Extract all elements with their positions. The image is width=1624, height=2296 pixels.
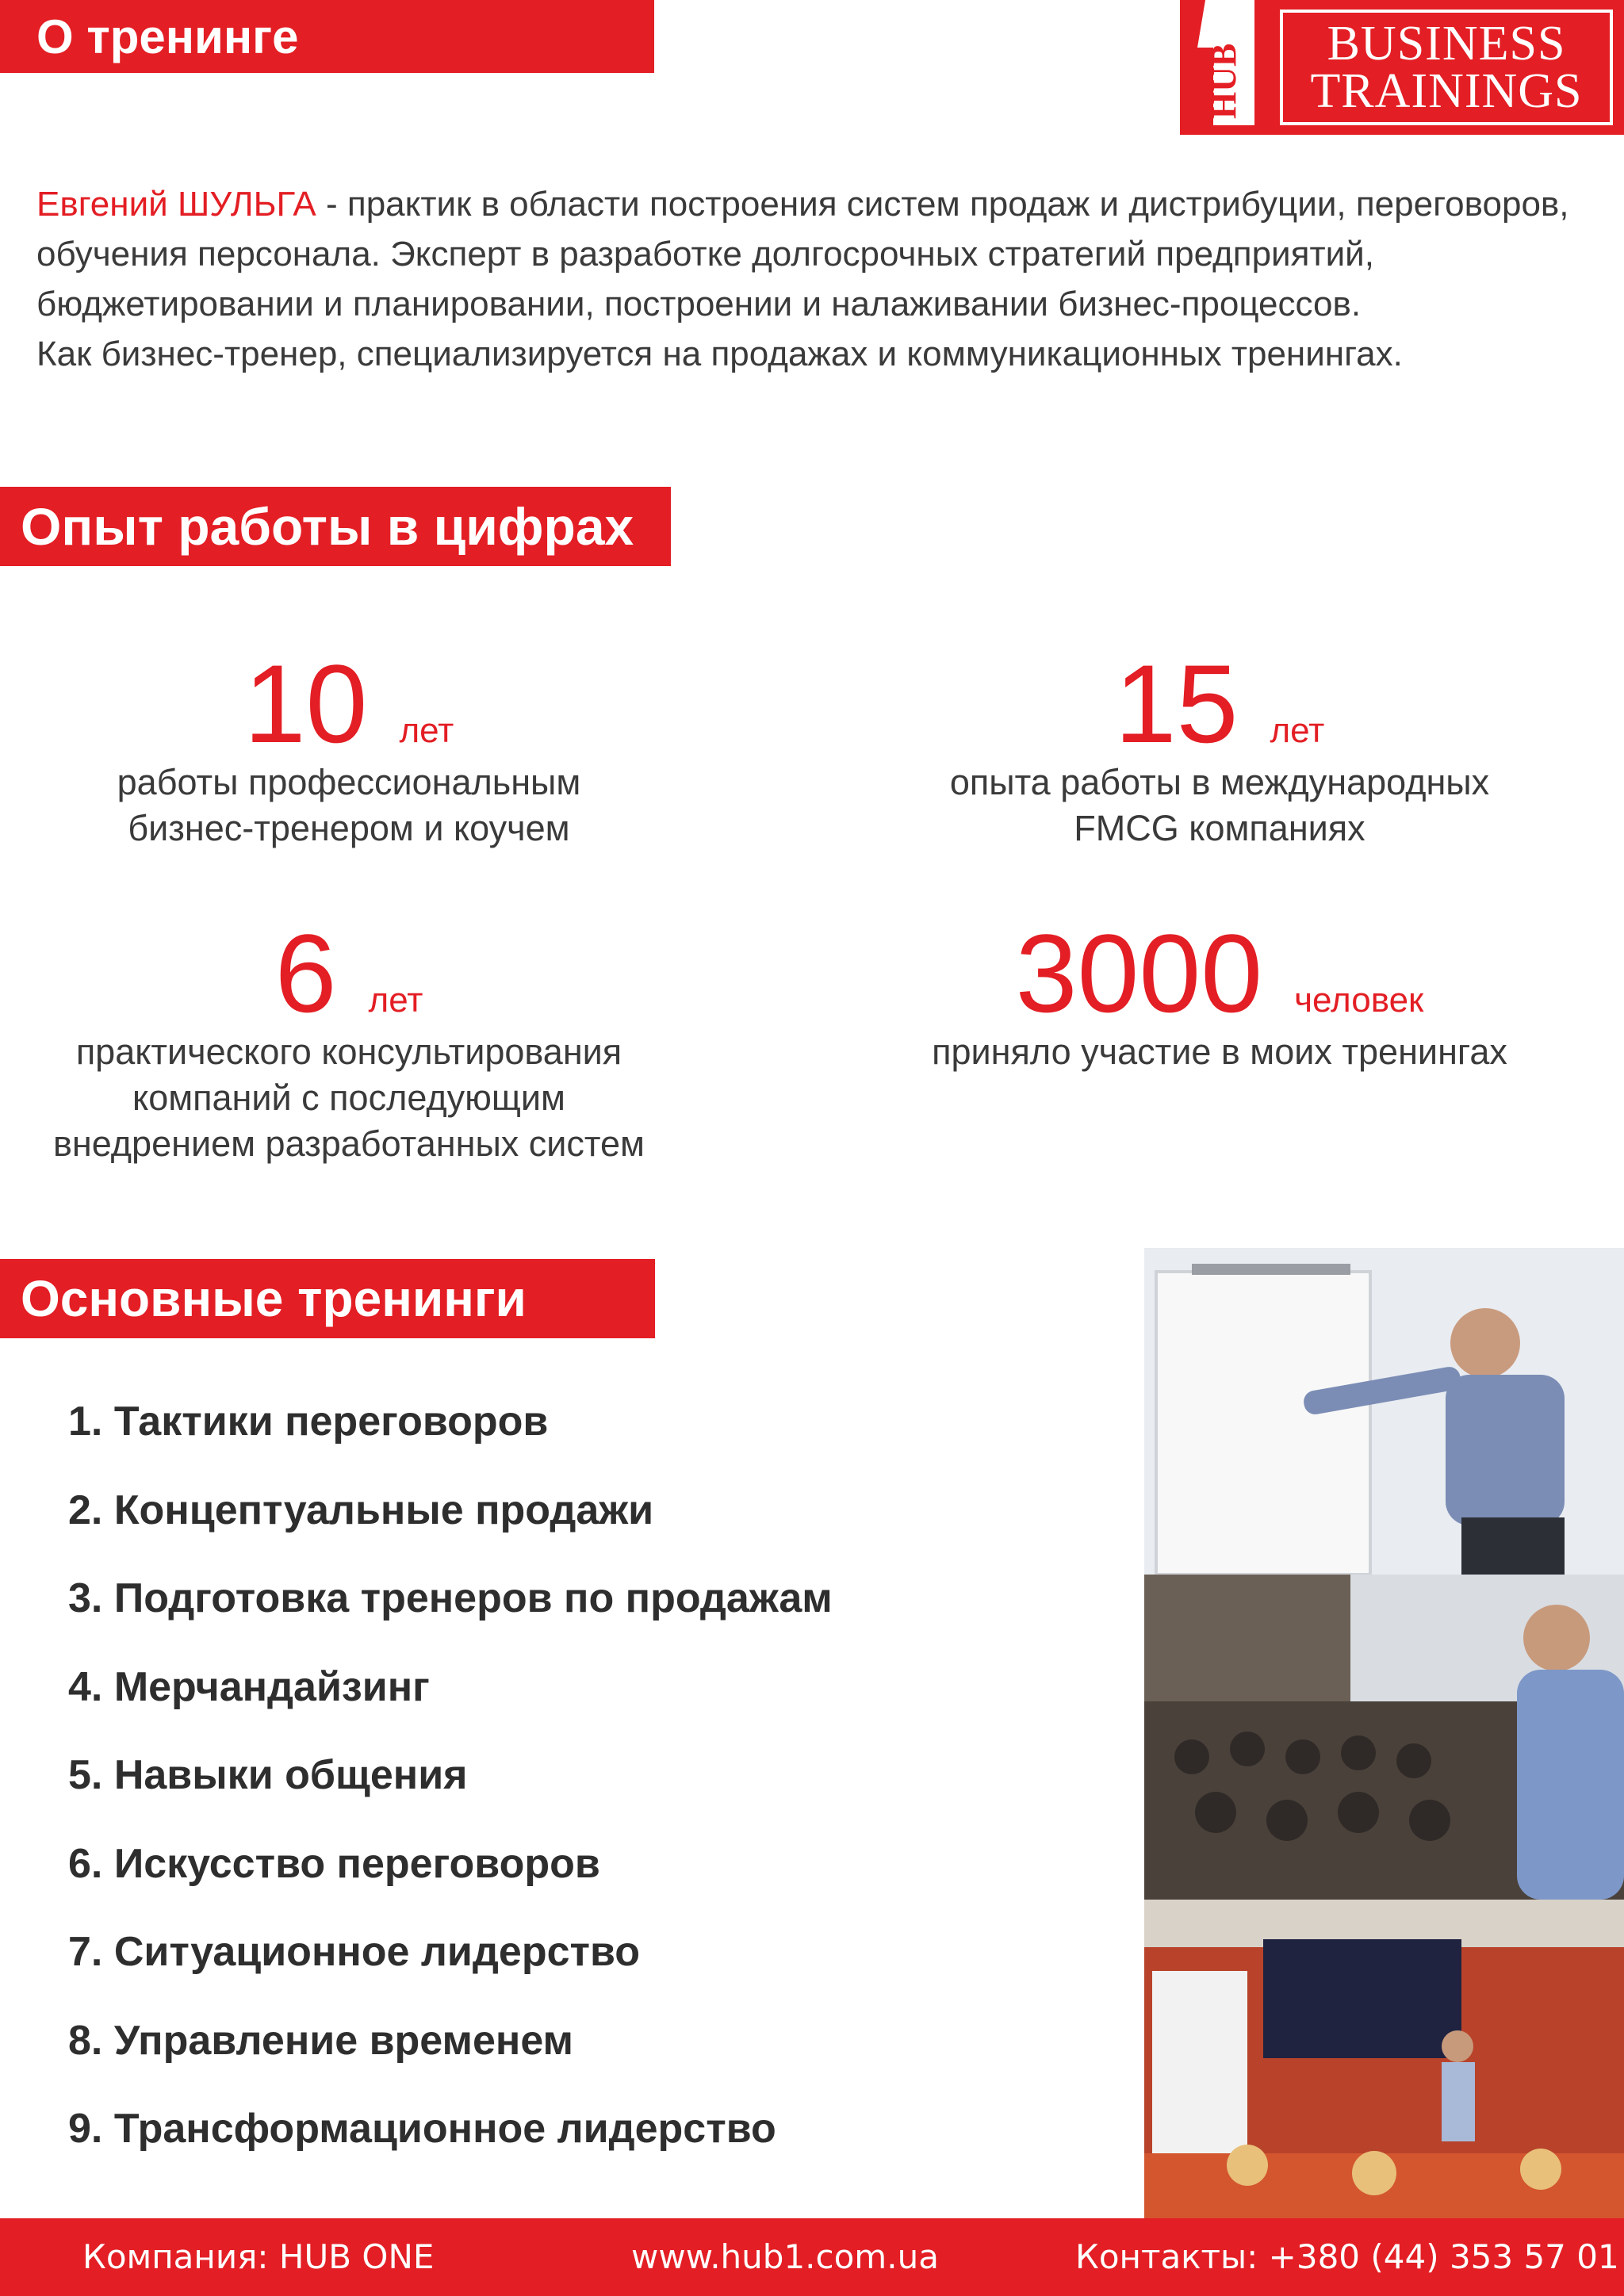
section-header-experience: Опыт работы в цифрах: [0, 487, 671, 566]
footer-company: Компания: HUB ONE: [82, 2237, 435, 2276]
footer-contacts: Контакты: +380 (44) 353 57 01: [1075, 2237, 1619, 2276]
stat-unit: человек: [1294, 981, 1424, 1020]
stat-block: [24, 911, 674, 1167]
list-item: 9. Трансформационное лидерство: [68, 2106, 776, 2152]
bio-paragraph: [36, 179, 1591, 329]
trainer-name: Евгений ШУЛЬГА: [36, 185, 316, 224]
logo-line-business: BUSINESS: [1327, 17, 1566, 71]
stat-description-line: работы профессиональным: [117, 762, 581, 802]
stat-block: [902, 641, 1537, 851]
stat-description-line: практического консультирования: [75, 1031, 622, 1072]
bio-specialization: Как бизнес-тренер, специализируется на продажах и коммуникационных тренингах.: [36, 335, 1403, 373]
footer-bar: [0, 2218, 1624, 2296]
list-item: 3. Подготовка тренеров по продажам: [68, 1575, 833, 1621]
list-item: 5. Навыки общения: [68, 1752, 468, 1798]
photo-trainer-at-flipchart: [1144, 1248, 1624, 1575]
list-item: 6. Искусство переговоров: [68, 1840, 600, 1887]
list-item: 1. Тактики переговоров: [68, 1399, 549, 1445]
stat-unit: лет: [399, 711, 454, 750]
bio-text: - практик в области построения систем продаж и дистрибуции, переговоров, обучения персонала. Эксперт в разработке долгосрочных стратегий предприятий, бюджетировании и планировании, построении и налаживании бизнес-процессов.: [36, 185, 1569, 323]
stat-block: [887, 911, 1553, 1075]
stat-number: 10: [243, 641, 368, 766]
list-item: 7. Ситуационное лидерство: [68, 1929, 641, 1975]
stat-number: 6: [274, 911, 337, 1035]
photo-conference-room: [1144, 1900, 1624, 2218]
hub-business-trainings-logo: [1180, 0, 1624, 135]
hub-logo-text: HUB: [1205, 43, 1243, 119]
stat-number: 15: [1114, 641, 1239, 766]
list-item: 2. Концептуальные продажи: [68, 1487, 654, 1533]
logo-wordmark: [1280, 10, 1613, 125]
stat-description-line: FMCG компаниях: [1074, 808, 1365, 848]
stat-number: 3000: [1015, 911, 1263, 1035]
section-header-trainings: Основные тренинги: [0, 1259, 655, 1338]
trainer-bio: [36, 179, 1591, 379]
list-item: 8. Управление временем: [68, 2017, 574, 2064]
photo-training-audience: [1144, 1575, 1624, 1900]
stat-description-line: приняло участие в моих тренингах: [932, 1031, 1507, 1072]
stat-description-line: бизнес-тренером и коучем: [128, 808, 570, 848]
trainings-list: [68, 1392, 833, 2188]
stat-unit: лет: [368, 981, 423, 1020]
section-header-about: О тренинге: [0, 0, 654, 73]
stat-description-line: компаний с последующим: [132, 1077, 565, 1118]
stat-description-line: внедрением разработанных систем: [53, 1123, 645, 1164]
hub-logo-mark: [1189, 0, 1254, 125]
stat-block: [32, 641, 666, 851]
logo-line-trainings: TRAININGS: [1310, 64, 1583, 118]
footer-website-link[interactable]: www.hub1.com.ua: [631, 2237, 939, 2276]
list-item: 4. Мерчандайзинг: [68, 1663, 430, 1710]
stat-unit: лет: [1270, 711, 1325, 750]
stat-description-line: опыта работы в международных: [949, 762, 1490, 802]
